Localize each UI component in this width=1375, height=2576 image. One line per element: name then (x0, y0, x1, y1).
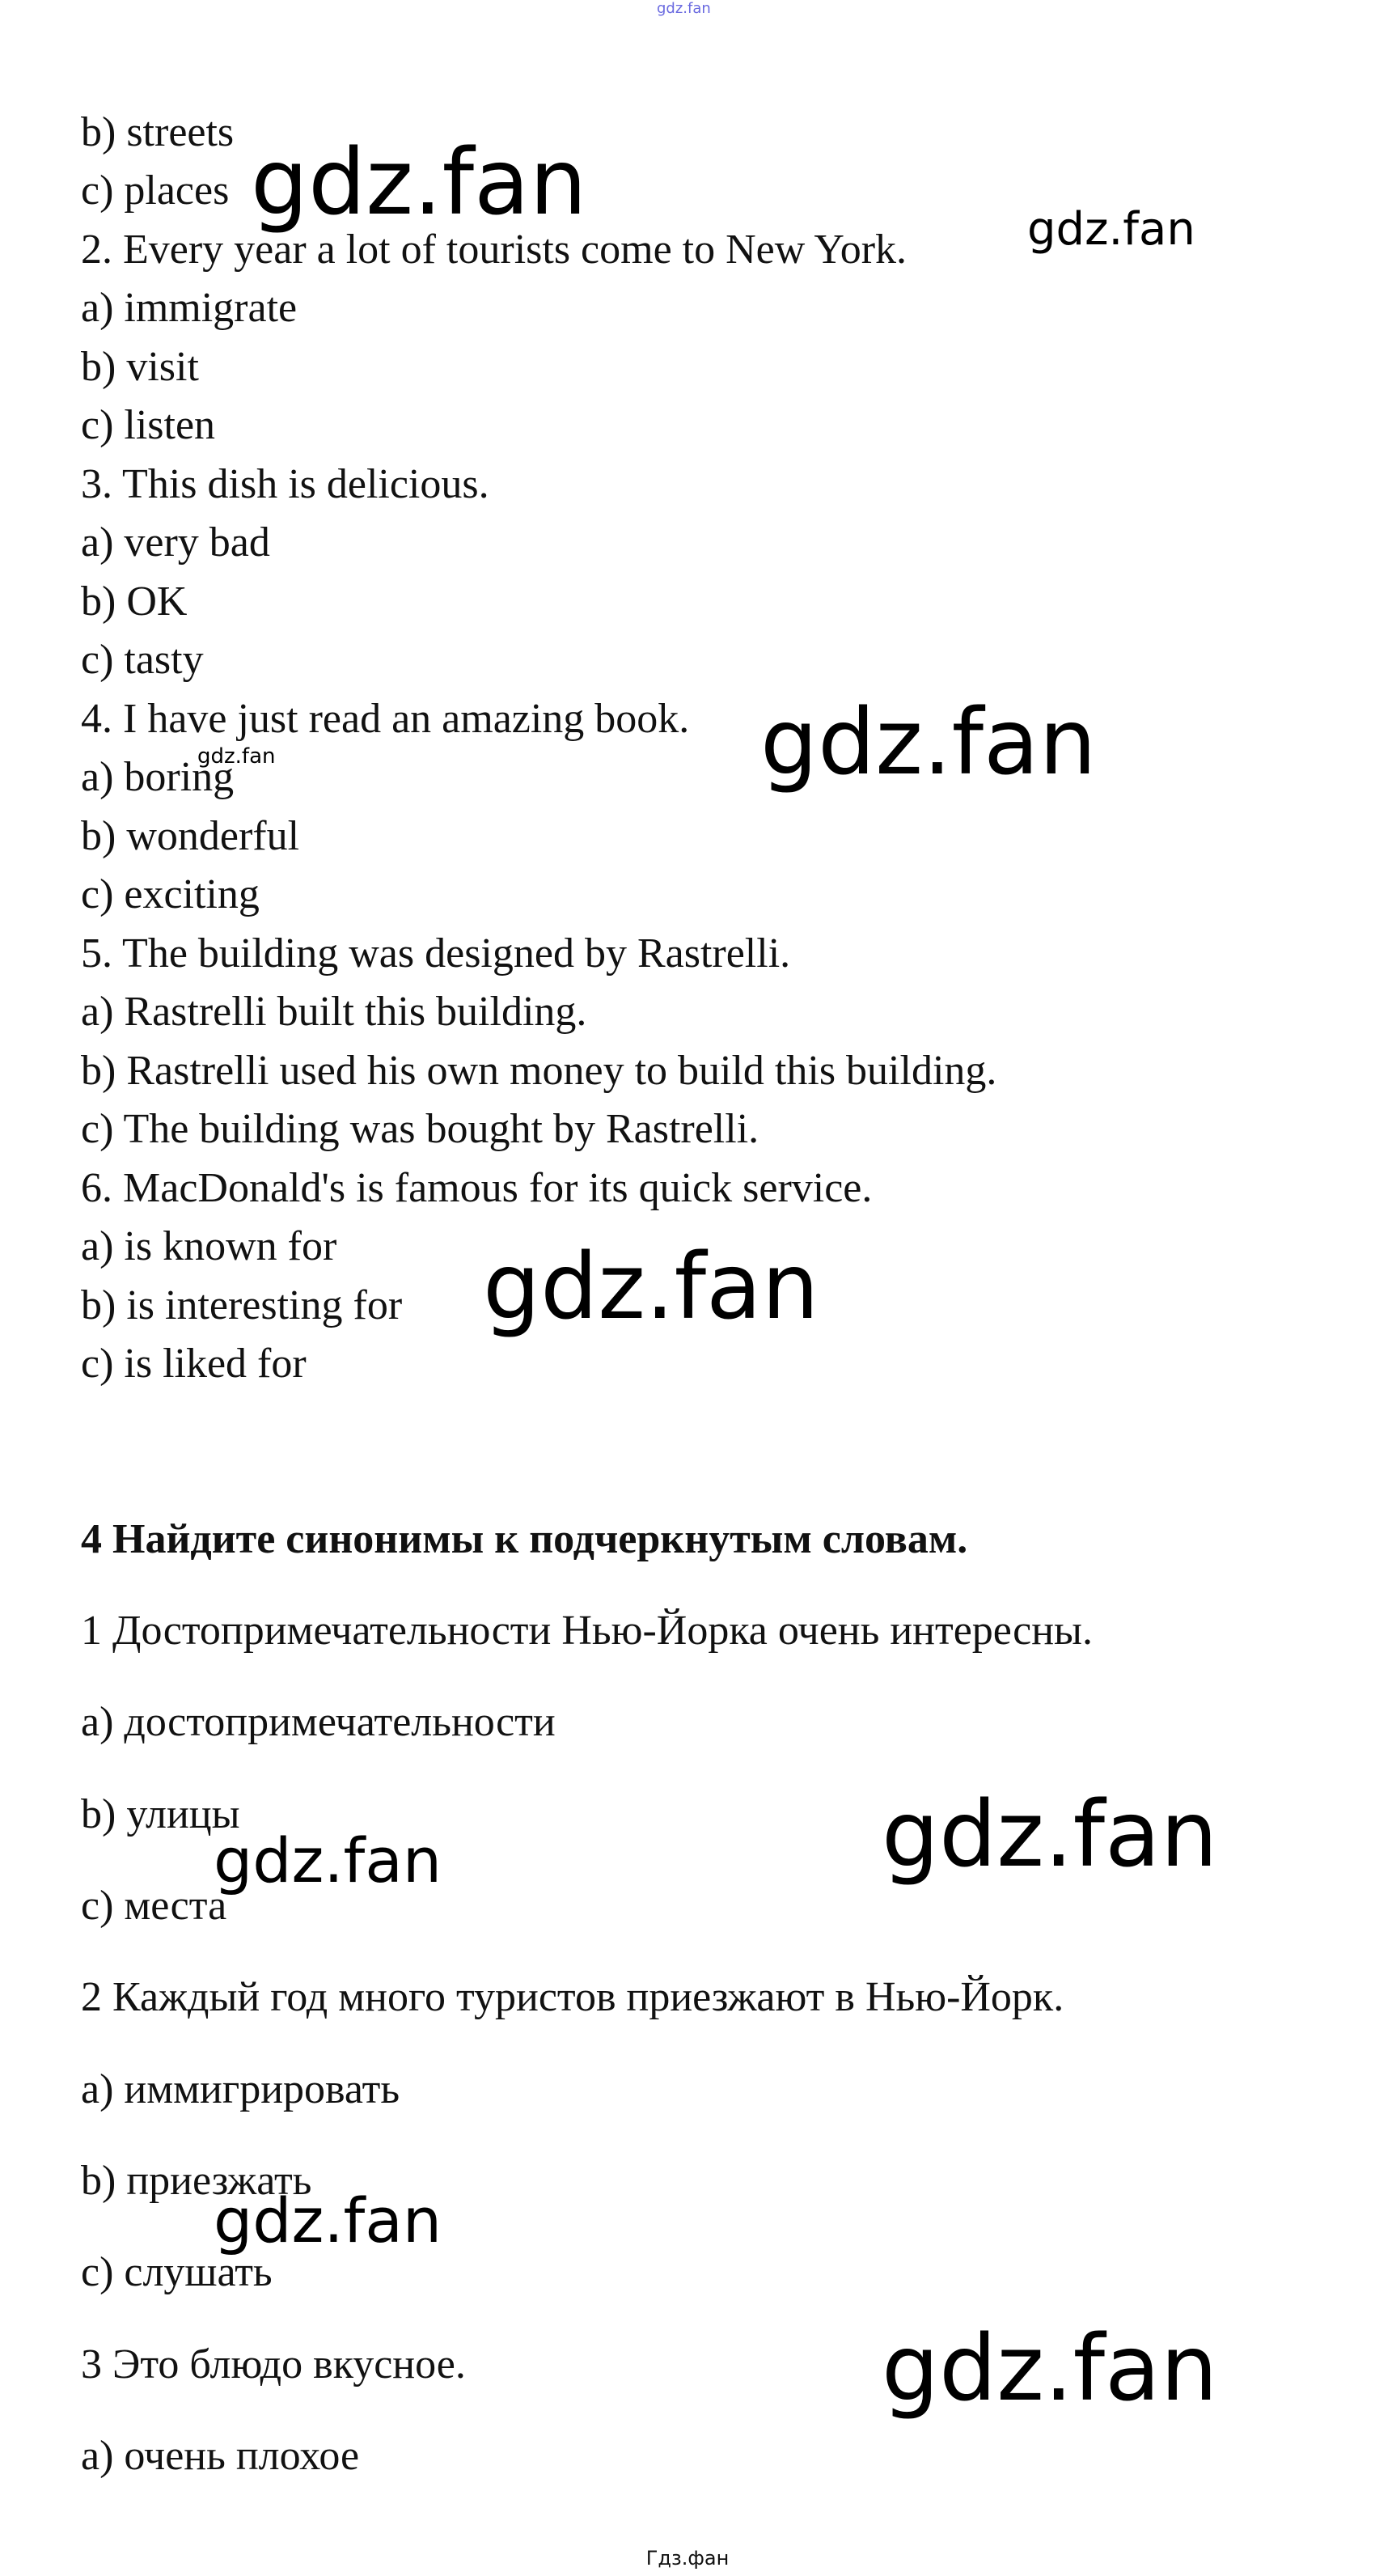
watermark: gdz.fan (1027, 203, 1195, 256)
option-line: b) улицы (81, 1791, 240, 1837)
option-line: c) места (81, 1883, 227, 1929)
option-line: a) immigrate (81, 285, 298, 331)
question-line: 5. The building was designed by Rastrelli. (81, 930, 791, 977)
option-line: a) Rastrelli built this building. (81, 989, 587, 1035)
option-line: c) слушать (81, 2249, 273, 2295)
question-line: 6. MacDonald's is famous for its quick service. (81, 1165, 873, 1211)
option-line: c) The building was bought by Rastrelli. (81, 1106, 759, 1152)
option-line: a) иммигрировать (81, 2066, 400, 2112)
option-line: c) places (81, 167, 230, 214)
option-line: a) очень плохое (81, 2433, 360, 2479)
watermark: gdz.fan (760, 690, 1097, 795)
question-line: 3 Это блюдо вкусное. (81, 2341, 466, 2387)
question-line: 4. I have just read an amazing book. (81, 696, 690, 742)
question-line: 1 Достопримечательности Нью-Йорка очень интересны. (81, 1608, 1093, 1654)
option-line: a) is known for (81, 1223, 337, 1269)
watermark: gdz.fan (483, 1235, 819, 1340)
option-line: b) OK (81, 578, 188, 625)
question-line: 2 Каждый год много туристов приезжают в Нью-Йорк. (81, 1974, 1064, 2020)
watermark: gdz.fan (882, 1782, 1218, 1888)
option-line: a) boring (81, 754, 235, 800)
question-line: 3. This dish is delicious. (81, 461, 489, 507)
section-heading: 4 Найдите синонимы к подчеркнутым словам. (81, 1516, 968, 1562)
option-line: b) is interesting for (81, 1282, 403, 1328)
option-line: c) is liked for (81, 1341, 307, 1387)
top-watermark: gdz.fan (657, 0, 711, 17)
watermark: gdz.fan (214, 2184, 442, 2256)
watermark: gdz.fan (214, 1824, 442, 1896)
footer-label: Гдз.фан (645, 2547, 730, 2570)
option-line: c) exciting (81, 871, 260, 917)
question-line: 2. Every year a lot of tourists come to New York. (81, 227, 908, 273)
option-line: a) very bad (81, 519, 270, 566)
option-line: b) wonderful (81, 813, 300, 859)
watermark: gdz.fan (197, 744, 276, 769)
option-line: c) listen (81, 402, 216, 448)
option-line: b) Rastrelli used his own money to build this building. (81, 1048, 997, 1094)
option-line: b) streets (81, 109, 235, 155)
watermark: gdz.fan (251, 130, 587, 235)
option-line: c) tasty (81, 637, 204, 683)
watermark: gdz.fan (882, 2316, 1218, 2421)
option-line: b) visit (81, 344, 199, 390)
option-line: b) приезжать (81, 2158, 312, 2204)
option-line: a) достопримечательности (81, 1699, 556, 1745)
